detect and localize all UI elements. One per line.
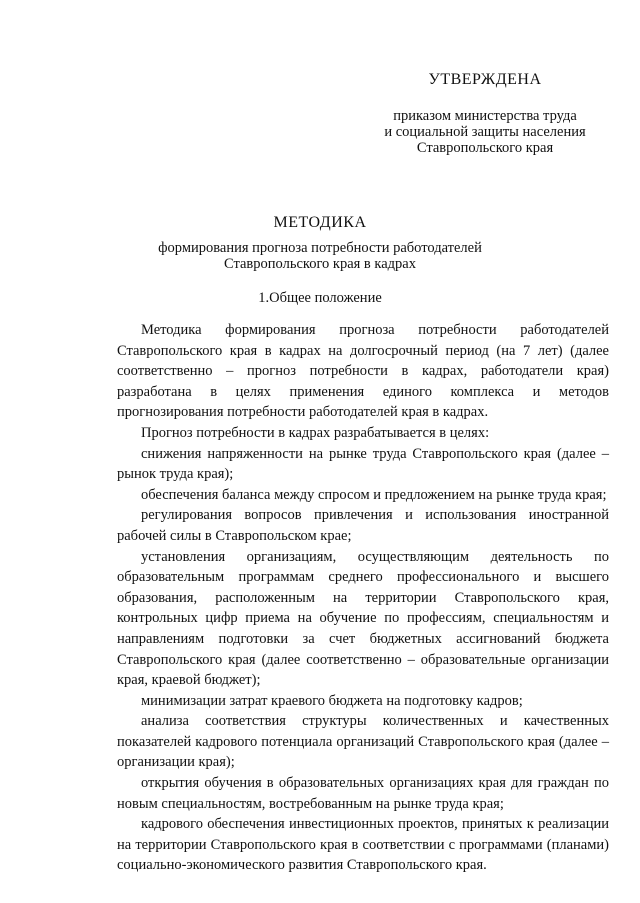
paragraph: Прогноз потребности в кадрах разрабатывается в целях: <box>141 424 490 441</box>
approval-line: и социальной защиты населения <box>384 124 586 140</box>
subtitle-line: формирования прогноза потребности работодателей <box>158 240 482 256</box>
paragraph: регулирования вопросов привлечения и использования иностранной рабочей силы в Ставропольском крае; <box>117 507 609 544</box>
approval-lines <box>360 108 610 156</box>
document-title: МЕТОДИКА <box>273 214 367 231</box>
approval-line: приказом министерства труда <box>393 108 577 124</box>
approval-title: УТВЕРЖДЕНА <box>428 71 542 88</box>
paragraph: обеспечения баланса между спросом и предложением на рынке труда края; <box>141 486 607 503</box>
paragraph: анализа соответствия структуры количественных и качественных показателей кадрового потенциала организаций Ставропольского края (далее – организации края); <box>117 713 609 771</box>
paragraph: открытия обучения в образовательных организациях края для граждан по новым специальностям, востребованным на рынке труда края; <box>117 775 609 812</box>
paragraph: снижения напряженности на рынке труда Ставропольского края (далее – рынок труда края); <box>117 445 609 483</box>
paragraph: кадрового обеспечения инвестиционных проектов, принятых к реализации на территории Ставропольского края в соответствии с программами (планами) социально-экономического развития Ставропольского края. <box>117 816 609 874</box>
approval-block <box>360 70 610 156</box>
section-heading: 1.Общее положение <box>258 290 382 306</box>
document-body <box>117 320 609 876</box>
document-subtitle <box>0 240 640 272</box>
paragraph: Методика формирования прогноза потребности работодателей Ставропольского края в кадрах на долгосрочный период (на 7 лет) (далее соответственно – прогноз потребности в кадрах, работодатели края) разработана в целях применения единого комплекса и методов прогнозирования потребности работодателей края в кадрах. <box>117 322 609 421</box>
paragraph: установления организациям, осуществляющим деятельность по образовательным программам среднего профессионального и высшего образования, расположенным на территории Ставропольского края, контрольных цифр приема на обучение по профессиям, специальностям и направлениям подготовки за счет бюджетных ассигнований бюджета Ставропольского края (далее соответственно – образовательные организации края, краевой бюджет); <box>117 548 609 689</box>
paragraph: минимизации затрат краевого бюджета на подготовку кадров; <box>141 692 523 709</box>
approval-line: Ставропольского края <box>416 140 554 156</box>
subtitle-line: Ставропольского края в кадрах <box>224 256 416 272</box>
